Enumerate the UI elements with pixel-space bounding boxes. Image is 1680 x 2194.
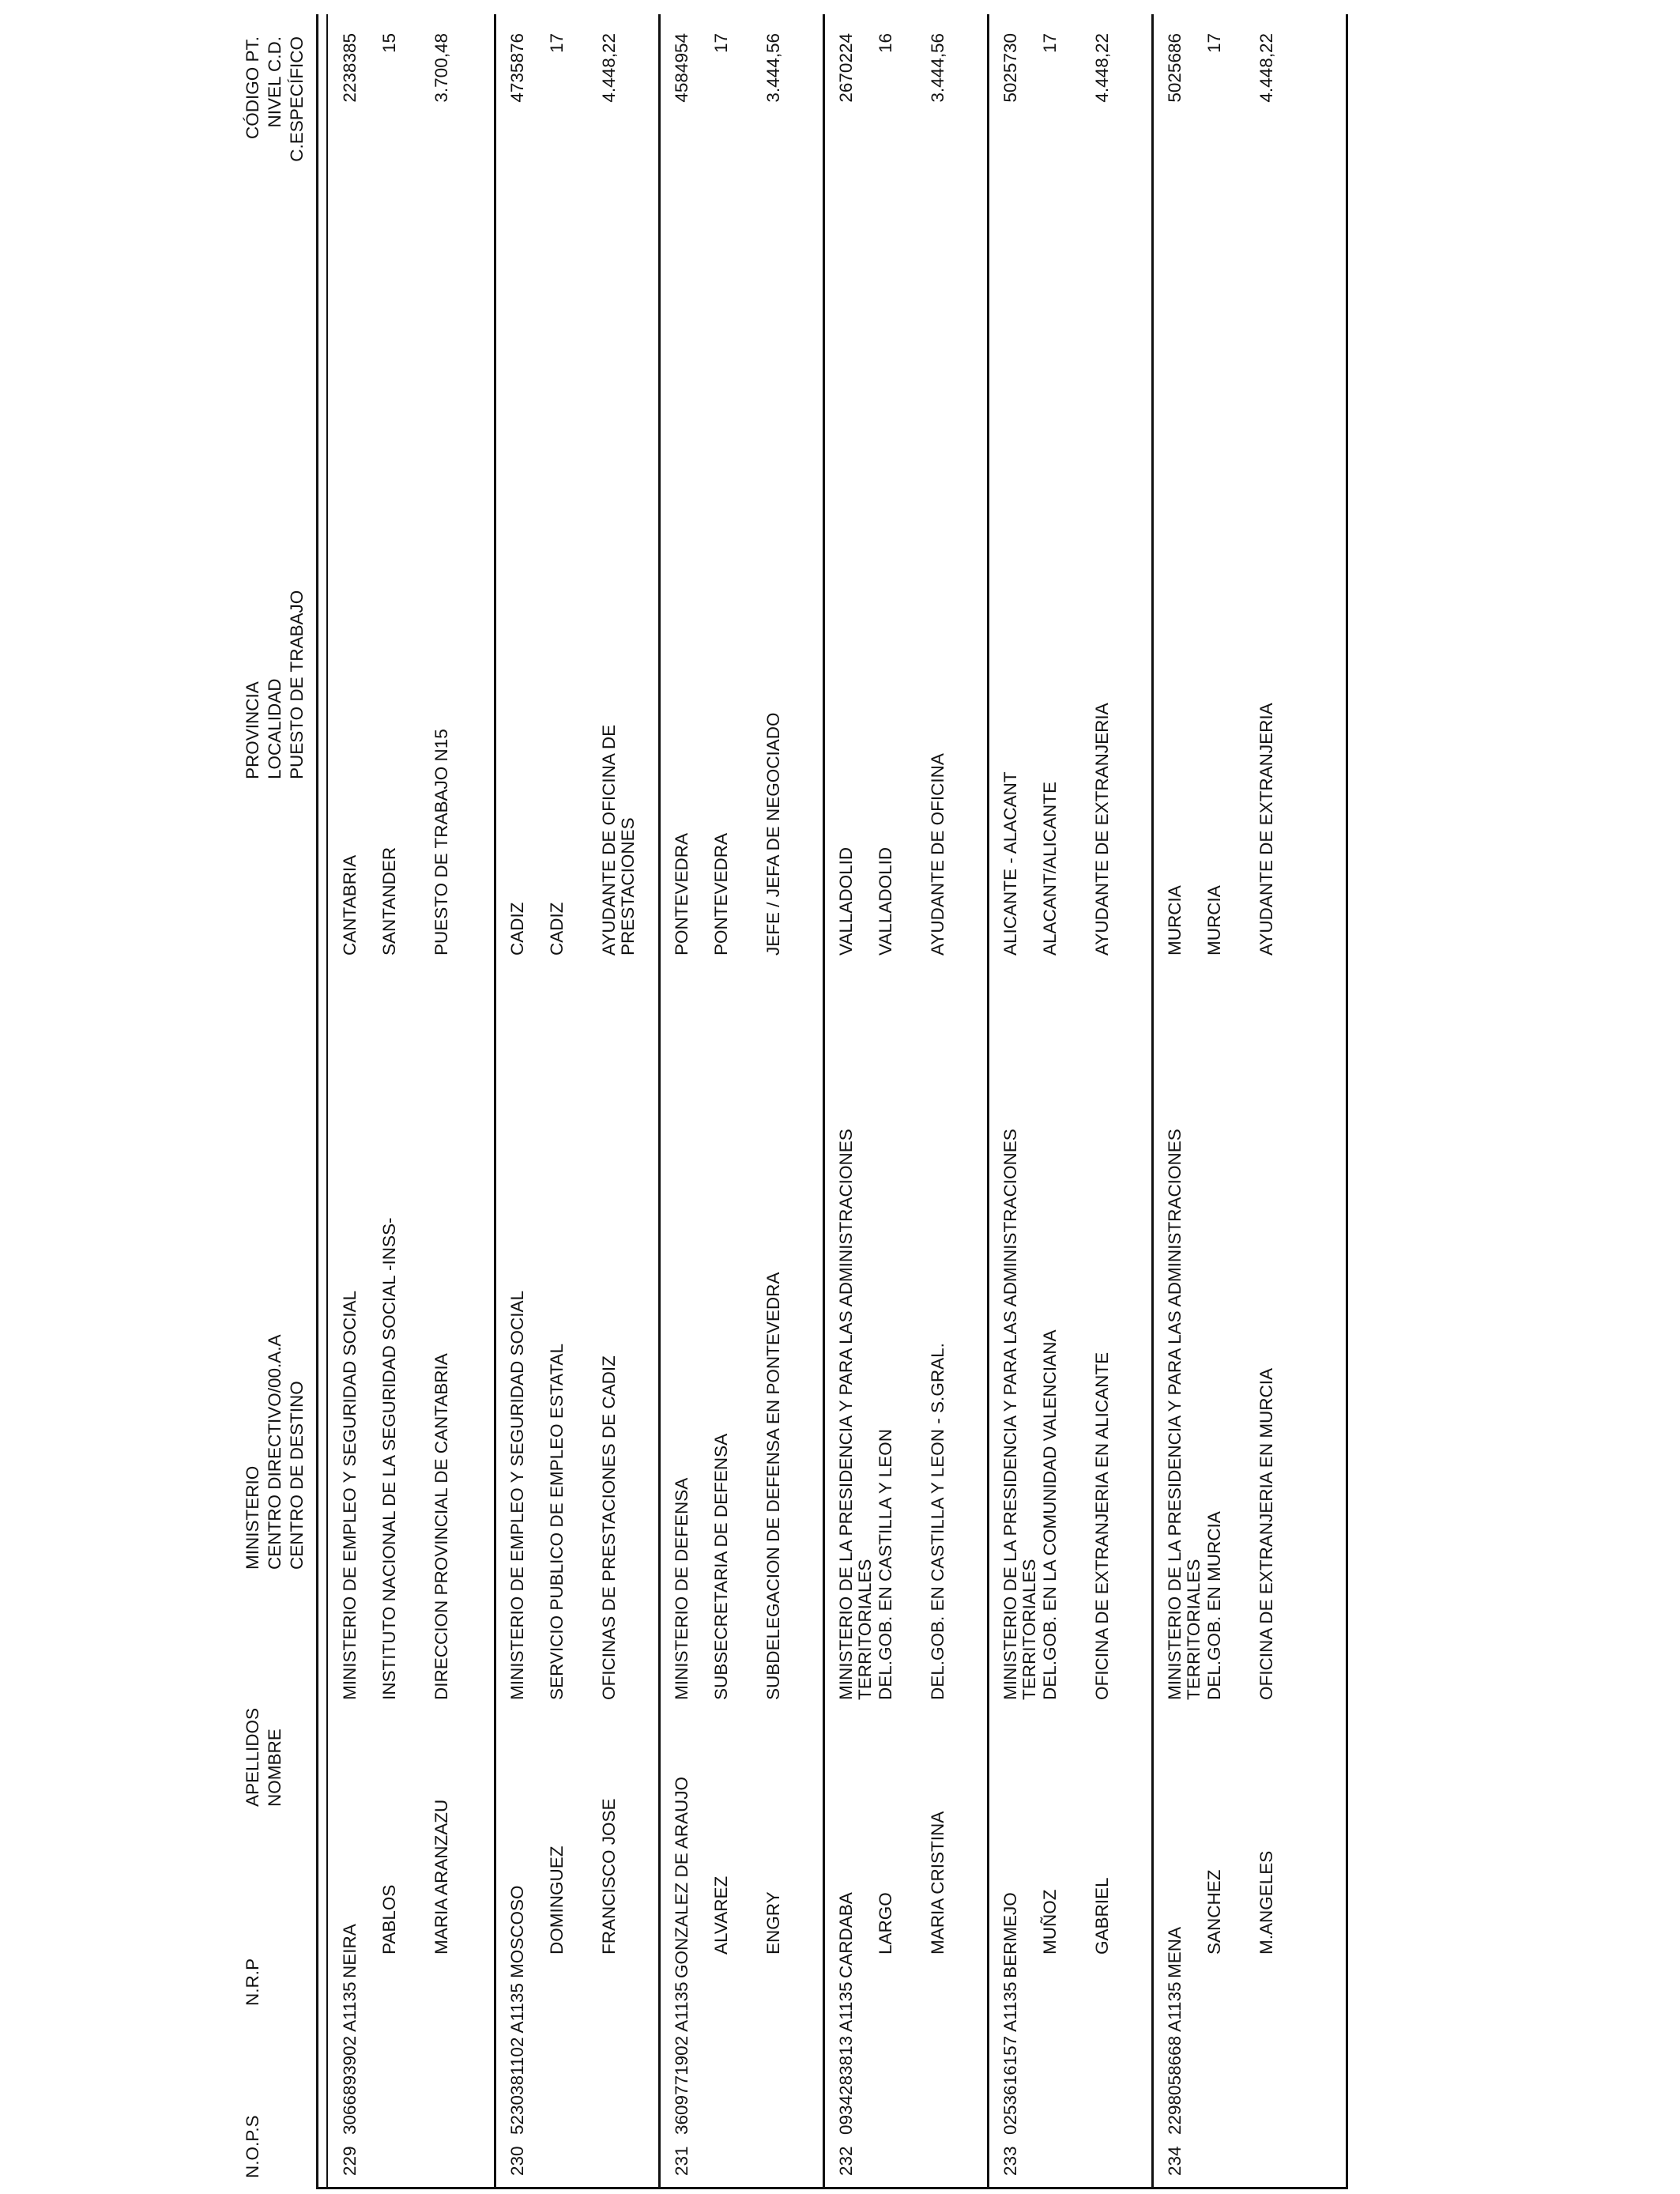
- provincia-cell: PONTEVEDRA: [672, 832, 691, 956]
- provincia-cell: CANTABRIA: [340, 854, 360, 956]
- especifico-cell: 4.448,22: [599, 33, 619, 103]
- nrp-cell: 3066893902 A1135: [340, 1981, 360, 2135]
- codigo-cell: 2670224: [836, 33, 856, 103]
- row-separator: [494, 14, 496, 2187]
- especifico-cell: 4.448,22: [1256, 33, 1276, 103]
- nombre-cell: FRANCISCO JOSE: [599, 1798, 619, 1955]
- apellido2-cell: SANCHEZ: [1204, 1869, 1224, 1955]
- codigo-cell: 2238385: [340, 33, 360, 103]
- header-provincia: [242, 590, 308, 779]
- centro-directivo-cell: SUBSECRETARIA DE DEFENSA: [711, 1433, 731, 1700]
- nivel-cell: 17: [1040, 33, 1060, 54]
- header-codigo-label: CÓDIGO PT.: [243, 36, 262, 140]
- especifico-cell: 4.448,22: [1092, 33, 1112, 103]
- nops-cell: 232: [836, 2146, 856, 2176]
- header-provincia-label: PROVINCIA: [243, 681, 262, 779]
- codigo-cell: 5025730: [1000, 33, 1020, 103]
- ministerio-continuation-cell: TERRITORIALES: [855, 1559, 875, 1700]
- nivel-cell: 17: [711, 33, 731, 54]
- puesto-continuation-cell: PRESTACIONES: [618, 817, 638, 956]
- header-nrp: [242, 1958, 264, 2006]
- puesto-cell: AYUDANTE DE OFICINA: [928, 753, 947, 956]
- localidad-cell: VALLADOLID: [876, 846, 895, 956]
- nombre-cell: MARIA CRISTINA: [928, 1811, 947, 1955]
- row-separator: [987, 14, 989, 2187]
- nops-cell: 233: [1000, 2146, 1020, 2176]
- header-nrp-label: N.R.P: [243, 1958, 262, 2006]
- nrp-cell: 0934283813 A1135: [836, 1981, 856, 2135]
- header-centro-destino-label: CENTRO DE DESTINO: [287, 1381, 307, 1570]
- apellido2-cell: PABLOS: [379, 1884, 399, 1955]
- header-nombre-label: NOMBRE: [265, 1728, 284, 1807]
- especifico-cell: 3.444,56: [763, 33, 783, 103]
- nivel-cell: 17: [1204, 33, 1224, 54]
- nops-cell: 231: [672, 2146, 691, 2176]
- nombre-cell: GABRIEL: [1092, 1877, 1112, 1955]
- localidad-cell: PONTEVEDRA: [711, 832, 731, 956]
- apellido1-cell: CARDABA: [836, 1892, 856, 1978]
- localidad-cell: CADIZ: [547, 902, 567, 956]
- apellido1-cell: GONZALEZ DE ARAUJO: [672, 1776, 691, 1978]
- nivel-cell: 17: [547, 33, 567, 54]
- header-codigo: [242, 36, 308, 171]
- localidad-cell: MURCIA: [1204, 885, 1224, 956]
- centro-destino-cell: SUBDELEGACION DE DEFENSA EN PONTEVEDRA: [763, 1272, 783, 1700]
- ministerio-cell: MINISTERIO DE EMPLEO Y SEGURIDAD SOCIAL: [340, 1290, 360, 1700]
- codigo-cell: 5025686: [1165, 33, 1185, 103]
- records-table: [316, 14, 1348, 2189]
- centro-directivo-cell: INSTITUTO NACIONAL DE LA SEGURIDAD SOCIAL -INSS-: [379, 1217, 399, 1700]
- centro-directivo-cell: SERVICIO PUBLICO DE EMPLEO ESTATAL: [547, 1344, 567, 1700]
- header-ministerio: [242, 1334, 308, 1570]
- header-apellidos-label: APELLIDOS: [243, 1707, 262, 1807]
- header-localidad-label: LOCALIDAD: [265, 678, 284, 779]
- ministerio-continuation-cell: TERRITORIALES: [1184, 1559, 1203, 1700]
- ministerio-cell: MINISTERIO DE DEFENSA: [672, 1477, 691, 1700]
- row-separator: [1151, 14, 1154, 2187]
- apellido1-cell: MOSCOSO: [507, 1885, 527, 1978]
- centro-directivo-cell: DEL.GOB. EN MURCIA: [1204, 1511, 1224, 1700]
- codigo-cell: 4735876: [507, 33, 527, 103]
- puesto-cell: JEFE / JEFA DE NEGOCIADO: [763, 712, 783, 956]
- localidad-cell: ALACANT/ALICANTE: [1040, 781, 1060, 956]
- codigo-cell: 4584954: [672, 33, 691, 103]
- puesto-cell: AYUDANTE DE EXTRANJERIA: [1092, 703, 1112, 956]
- centro-destino-cell: DEL.GOB. EN CASTILLA Y LEON - S.GRAL.: [928, 1343, 947, 1700]
- ministerio-cell: MINISTERIO DE LA PRESIDENCIA Y PARA LAS ADMINISTRACIONES: [1000, 1129, 1020, 1700]
- ministerio-continuation-cell: TERRITORIALES: [1019, 1559, 1039, 1700]
- row-separator: [823, 14, 825, 2187]
- nrp-cell: 3609771902 A1135: [672, 1981, 691, 2135]
- apellido2-cell: MUÑOZ: [1040, 1889, 1060, 1955]
- nrp-cell: 0253616157 A1135: [1000, 1981, 1020, 2135]
- provincia-cell: CADIZ: [507, 902, 527, 956]
- row-separator: [326, 14, 328, 2187]
- provincia-cell: VALLADOLID: [836, 846, 856, 956]
- centro-destino-cell: OFICINAS DE PRESTACIONES DE CADIZ: [599, 1355, 619, 1700]
- ministerio-cell: MINISTERIO DE LA PRESIDENCIA Y PARA LAS ADMINISTRACIONES: [1165, 1129, 1185, 1700]
- ministerio-cell: MINISTERIO DE EMPLEO Y SEGURIDAD SOCIAL: [507, 1290, 527, 1700]
- centro-destino-cell: OFICINA DE EXTRANJERIA EN MURCIA: [1256, 1367, 1276, 1700]
- nrp-cell: 2298058668 A1135: [1165, 1981, 1185, 2135]
- apellido1-cell: BERMEJO: [1000, 1892, 1020, 1978]
- nombre-cell: ENGRY: [763, 1891, 783, 1955]
- header-ministerio-label: MINISTERIO: [243, 1465, 262, 1570]
- apellido1-cell: NEIRA: [340, 1924, 360, 1978]
- localidad-cell: SANTANDER: [379, 846, 399, 956]
- apellido2-cell: DOMINGUEZ: [547, 1845, 567, 1955]
- header-puesto-label: PUESTO DE TRABAJO: [287, 590, 307, 779]
- puesto-cell: AYUDANTE DE OFICINA DE: [599, 724, 619, 956]
- ministerio-cell: MINISTERIO DE LA PRESIDENCIA Y PARA LAS ADMINISTRACIONES: [836, 1129, 856, 1700]
- apellido2-cell: ALVAREZ: [711, 1875, 731, 1955]
- nivel-cell: 16: [876, 33, 895, 54]
- row-separator: [658, 14, 661, 2187]
- nops-cell: 230: [507, 2146, 527, 2176]
- centro-destino-cell: DIRECCION PROVINCIAL DE CANTABRIA: [431, 1353, 451, 1700]
- nrp-cell: 5230381102 A1135: [507, 1983, 527, 2135]
- centro-directivo-cell: DEL.GOB. EN LA COMUNIDAD VALENCIANA: [1040, 1329, 1060, 1700]
- especifico-cell: 3.444,56: [928, 33, 947, 103]
- especifico-cell: 3.700,48: [431, 33, 451, 103]
- header-nops: [242, 2115, 264, 2178]
- nivel-cell: 15: [379, 33, 399, 54]
- header-apellidos-nombre: [242, 1708, 286, 1807]
- provincia-cell: ALICANTE - ALACANT: [1000, 771, 1020, 956]
- apellido2-cell: LARGO: [876, 1892, 895, 1955]
- provincia-cell: MURCIA: [1165, 885, 1185, 956]
- header-especifico-label: C.ESPECÍFICO: [287, 36, 307, 162]
- centro-destino-cell: OFICINA DE EXTRANJERIA EN ALICANTE: [1092, 1351, 1112, 1700]
- nombre-cell: MARIA ARANZAZU: [431, 1799, 451, 1955]
- nops-cell: 234: [1165, 2146, 1185, 2176]
- centro-directivo-cell: DEL.GOB. EN CASTILLA Y LEON: [876, 1428, 895, 1700]
- header-centro-directivo-label: CENTRO DIRECTIVO/00.A.A: [265, 1334, 284, 1570]
- nops-cell: 229: [340, 2146, 360, 2176]
- header-nivel-label: NIVEL C.D.: [265, 36, 284, 128]
- puesto-cell: PUESTO DE TRABAJO N15: [431, 729, 451, 956]
- header-nops-label: N.O.P.S: [243, 2115, 262, 2178]
- nombre-cell: M.ANGELES: [1256, 1850, 1276, 1955]
- puesto-cell: AYUDANTE DE EXTRANJERIA: [1256, 703, 1276, 956]
- apellido1-cell: MENA: [1165, 1926, 1185, 1978]
